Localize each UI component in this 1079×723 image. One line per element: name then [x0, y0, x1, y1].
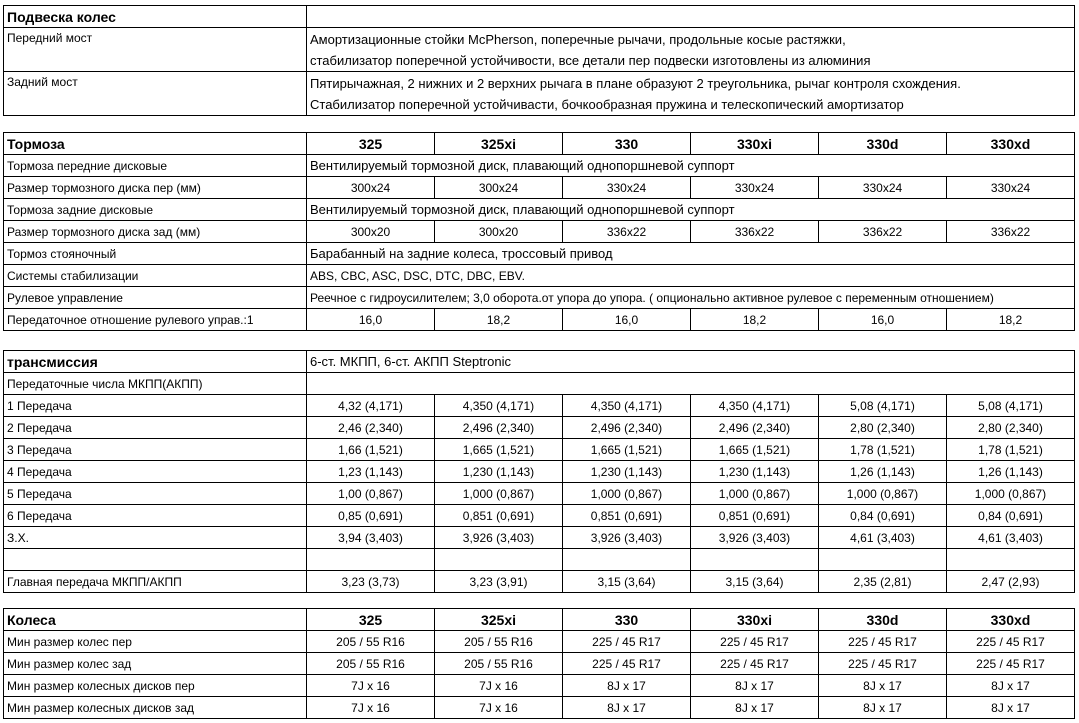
wheels-title: Колеса	[4, 609, 307, 631]
gear-cell: 4,61 (3,403)	[819, 527, 947, 549]
front-disc-size-cell: 300x24	[307, 177, 435, 199]
blank-cell	[691, 549, 819, 571]
gear-cell: 0,851 (0,691)	[563, 505, 691, 527]
wheel-cell: 8J x 17	[691, 675, 819, 697]
wheel-cell: 7J x 16	[435, 697, 563, 719]
blank-cell	[563, 549, 691, 571]
gear-cell: 1,000 (0,867)	[947, 483, 1075, 505]
stability-value: ABS, CBC, ASC, DSC, DTC, DBC, EBV.	[307, 265, 1075, 287]
wheel-cell: 205 / 55 R16	[307, 653, 435, 675]
blank-cell	[435, 549, 563, 571]
gear-cell: 1,000 (0,867)	[819, 483, 947, 505]
wheel-cell: 8J x 17	[563, 697, 691, 719]
gear-cell: 1,00 (0,867)	[307, 483, 435, 505]
blank-cell	[819, 549, 947, 571]
gear-label: 3 Передача	[4, 439, 307, 461]
final-drive-cell: 3,23 (3,91)	[435, 571, 563, 593]
steering-ratio-cell: 18,2	[947, 309, 1075, 331]
brakes-model-header: 325xi	[435, 133, 563, 155]
gear-cell: 4,350 (4,171)	[435, 395, 563, 417]
front-disc-size-cell: 330x24	[563, 177, 691, 199]
wheel-cell: 225 / 45 R17	[691, 631, 819, 653]
suspension-title-blank	[307, 6, 1075, 28]
final-drive-cell: 2,47 (2,93)	[947, 571, 1075, 593]
gear-label: 5 Передача	[4, 483, 307, 505]
wheels-model-header: 325	[307, 609, 435, 631]
wheels-model-header: 330d	[819, 609, 947, 631]
gear-cell: 1,000 (0,867)	[563, 483, 691, 505]
rear-disc-size-cell: 336x22	[819, 221, 947, 243]
wheel-cell: 225 / 45 R17	[947, 653, 1075, 675]
wheel-row-label: Мин размер колес пер	[4, 631, 307, 653]
final-drive-cell: 2,35 (2,81)	[819, 571, 947, 593]
gear-cell: 1,78 (1,521)	[947, 439, 1075, 461]
wheel-cell: 205 / 55 R16	[307, 631, 435, 653]
steering-ratio-cell: 18,2	[691, 309, 819, 331]
stability-label: Системы стабилизации	[4, 265, 307, 287]
wheels-model-header: 325xi	[435, 609, 563, 631]
gear-cell: 0,851 (0,691)	[435, 505, 563, 527]
steering-ratio-cell: 16,0	[819, 309, 947, 331]
brakes-model-header: 330	[563, 133, 691, 155]
gear-cell: 1,66 (1,521)	[307, 439, 435, 461]
gear-cell: 1,665 (1,521)	[691, 439, 819, 461]
rear-disc-size-cell: 300x20	[435, 221, 563, 243]
blank-cell	[307, 549, 435, 571]
gear-cell: 3,926 (3,403)	[563, 527, 691, 549]
gear-cell: 2,80 (2,340)	[819, 417, 947, 439]
wheel-cell: 8J x 17	[819, 697, 947, 719]
wheel-cell: 8J x 17	[947, 675, 1075, 697]
gear-cell: 2,496 (2,340)	[691, 417, 819, 439]
steering-ratio-cell: 18,2	[435, 309, 563, 331]
gear-label: 2 Передача	[4, 417, 307, 439]
wheel-row-label: Мин размер колес зад	[4, 653, 307, 675]
gear-cell: 4,350 (4,171)	[691, 395, 819, 417]
brakes-title: Тормоза	[4, 133, 307, 155]
gear-cell: 1,230 (1,143)	[563, 461, 691, 483]
wheels-model-header: 330xd	[947, 609, 1075, 631]
wheel-cell: 225 / 45 R17	[563, 653, 691, 675]
rear-axle-label: Задний мост	[4, 72, 307, 116]
wheel-cell: 225 / 45 R17	[819, 653, 947, 675]
wheel-cell: 7J x 16	[307, 697, 435, 719]
gear-cell: 1,26 (1,143)	[819, 461, 947, 483]
steering-label: Рулевое управление	[4, 287, 307, 309]
gear-cell: 3,94 (3,403)	[307, 527, 435, 549]
gear-ratios-subheader: Передаточные числа МКПП(АКПП)	[4, 373, 307, 395]
transmission-value: 6-ст. МКПП, 6-ст. АКПП Steptronic	[307, 351, 1075, 373]
wheels-table	[3, 608, 1075, 719]
rear-axle-value	[307, 72, 1075, 116]
brakes-model-header: 325	[307, 133, 435, 155]
rear-disc-size-label: Размер тормозного диска зад (мм)	[4, 221, 307, 243]
brakes-model-header: 330xd	[947, 133, 1075, 155]
wheel-cell: 225 / 45 R17	[691, 653, 819, 675]
gear-cell: 1,000 (0,867)	[435, 483, 563, 505]
gear-cell: 1,230 (1,143)	[435, 461, 563, 483]
front-brake-type-value: Вентилируемый тормозной диск, плавающий однопоршневой суппорт	[307, 155, 1075, 177]
wheel-cell: 225 / 45 R17	[819, 631, 947, 653]
wheel-row-label: Мин размер колесных дисков пер	[4, 675, 307, 697]
gear-cell: 1,000 (0,867)	[691, 483, 819, 505]
wheel-cell: 7J x 16	[435, 675, 563, 697]
gear-cell: 2,496 (2,340)	[435, 417, 563, 439]
gear-ratios-subheader-blank	[307, 373, 1075, 395]
steering-ratio-cell: 16,0	[307, 309, 435, 331]
wheels-model-header: 330	[563, 609, 691, 631]
front-axle-value	[307, 28, 1075, 72]
gear-cell: 3,926 (3,403)	[435, 527, 563, 549]
front-brake-type-label: Тормоза передние дисковые	[4, 155, 307, 177]
rear-axle-line-1: Пятирычажная, 2 нижних и 2 верхних рычага в плане образуют 2 треугольника, рычаг контроля схождения.	[310, 75, 961, 91]
wheel-cell: 8J x 17	[819, 675, 947, 697]
steering-ratio-cell: 16,0	[563, 309, 691, 331]
rear-disc-size-cell: 336x22	[947, 221, 1075, 243]
gear-label: З.Х.	[4, 527, 307, 549]
final-drive-cell: 3,15 (3,64)	[563, 571, 691, 593]
gear-cell: 5,08 (4,171)	[947, 395, 1075, 417]
gear-cell: 1,230 (1,143)	[691, 461, 819, 483]
gear-cell: 4,350 (4,171)	[563, 395, 691, 417]
wheel-cell: 8J x 17	[691, 697, 819, 719]
rear-axle-line-2: Стабилизатор поперечной устойчивасти, бочкообразная пружина и телескопический амортизатор	[310, 96, 904, 112]
gear-cell: 1,665 (1,521)	[435, 439, 563, 461]
rear-disc-size-cell: 336x22	[691, 221, 819, 243]
front-disc-size-label: Размер тормозного диска пер (мм)	[4, 177, 307, 199]
wheel-cell: 225 / 45 R17	[947, 631, 1075, 653]
final-drive-label: Главная передача МКПП/АКПП	[4, 571, 307, 593]
front-axle-line-2: стабилизатор поперечной устойчивости, все детали пер подвески изготовлены из алюминия	[310, 52, 871, 68]
wheel-cell: 7J x 16	[307, 675, 435, 697]
transmission-title: трансмиссия	[4, 351, 307, 373]
gear-label: 1 Передача	[4, 395, 307, 417]
front-disc-size-cell: 330x24	[691, 177, 819, 199]
wheel-row-label: Мин размер колесных дисков зад	[4, 697, 307, 719]
gear-cell: 4,61 (3,403)	[947, 527, 1075, 549]
front-disc-size-cell: 330x24	[947, 177, 1075, 199]
blank-cell	[4, 549, 307, 571]
rear-brake-type-value: Вентилируемый тормозной диск, плавающий однопоршневой суппорт	[307, 199, 1075, 221]
gear-cell: 4,32 (4,171)	[307, 395, 435, 417]
final-drive-cell: 3,15 (3,64)	[691, 571, 819, 593]
suspension-title: Подвеска колес	[4, 6, 307, 28]
gear-cell: 2,80 (2,340)	[947, 417, 1075, 439]
wheel-cell: 8J x 17	[563, 675, 691, 697]
wheel-cell: 8J x 17	[947, 697, 1075, 719]
brakes-table	[3, 132, 1075, 331]
gear-cell: 1,23 (1,143)	[307, 461, 435, 483]
wheel-cell: 225 / 45 R17	[563, 631, 691, 653]
gear-cell: 0,84 (0,691)	[819, 505, 947, 527]
rear-disc-size-cell: 300x20	[307, 221, 435, 243]
gear-label: 4 Передача	[4, 461, 307, 483]
gear-label: 6 Передача	[4, 505, 307, 527]
brakes-model-header: 330xi	[691, 133, 819, 155]
gear-cell: 1,78 (1,521)	[819, 439, 947, 461]
parking-brake-label: Тормоз стояночный	[4, 243, 307, 265]
gear-cell: 1,665 (1,521)	[563, 439, 691, 461]
wheel-cell: 205 / 55 R16	[435, 653, 563, 675]
gear-cell: 2,46 (2,340)	[307, 417, 435, 439]
wheels-model-header: 330xi	[691, 609, 819, 631]
gear-cell: 2,496 (2,340)	[563, 417, 691, 439]
rear-brake-type-label: Тормоза задние дисковые	[4, 199, 307, 221]
gear-cell: 1,26 (1,143)	[947, 461, 1075, 483]
parking-brake-value: Барабанный на задние колеса, троссовый привод	[307, 243, 1075, 265]
front-axle-label: Передний мост	[4, 28, 307, 72]
gear-cell: 0,84 (0,691)	[947, 505, 1075, 527]
wheel-cell: 205 / 55 R16	[435, 631, 563, 653]
suspension-table	[3, 5, 1075, 116]
gear-cell: 5,08 (4,171)	[819, 395, 947, 417]
brakes-model-header: 330d	[819, 133, 947, 155]
gear-cell: 3,926 (3,403)	[691, 527, 819, 549]
steering-ratio-label: Передаточное отношение рулевого управ.:1	[4, 309, 307, 331]
steering-value: Реечное с гидроусилителем; 3,0 оборота.от упора до упора. ( опционально активное рулевое с переменным отношением)	[307, 287, 1075, 309]
gear-cell: 0,85 (0,691)	[307, 505, 435, 527]
blank-cell	[947, 549, 1075, 571]
final-drive-cell: 3,23 (3,73)	[307, 571, 435, 593]
front-disc-size-cell: 300x24	[435, 177, 563, 199]
rear-disc-size-cell: 336x22	[563, 221, 691, 243]
front-disc-size-cell: 330x24	[819, 177, 947, 199]
gear-cell: 0,851 (0,691)	[691, 505, 819, 527]
transmission-table	[3, 350, 1075, 593]
front-axle-line-1: Амортизационные стойки McPherson, поперечные рычачи, продольные косые растяжки,	[310, 31, 846, 47]
